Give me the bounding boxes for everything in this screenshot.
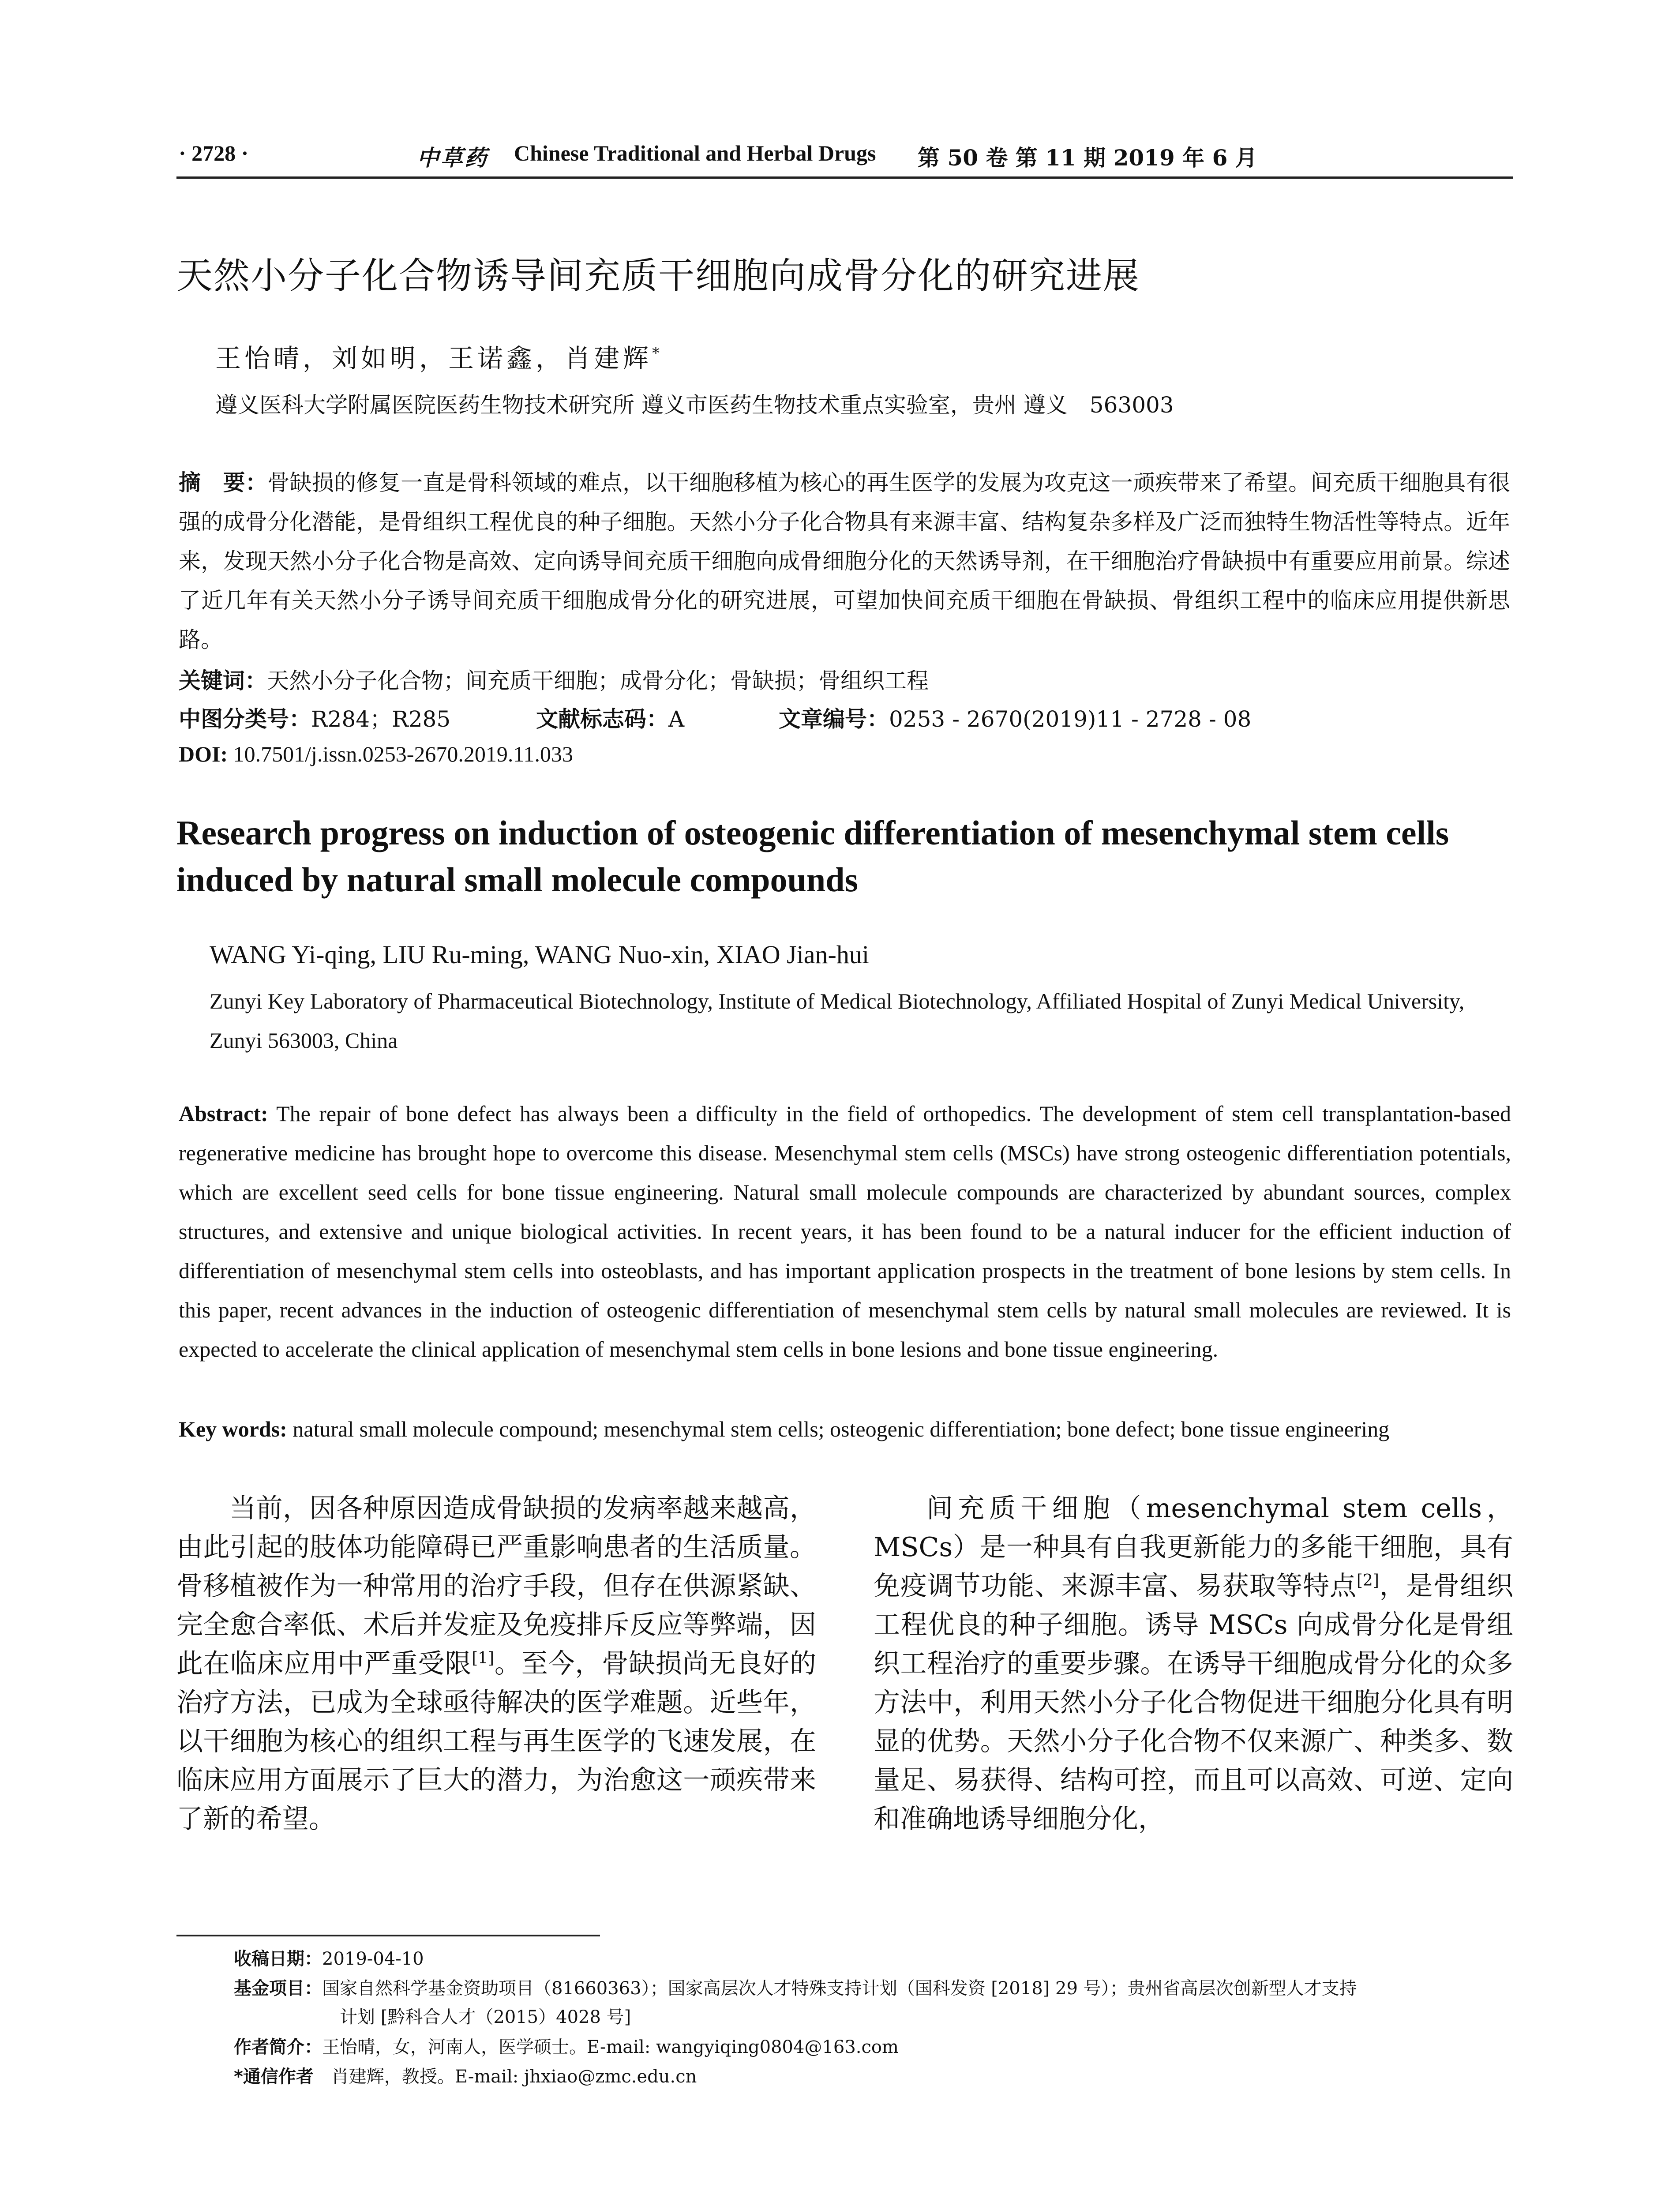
article-number — [779, 702, 1251, 733]
footnote-funding — [234, 1974, 1357, 2000]
abstract-en — [179, 1094, 1511, 1369]
classification-line — [179, 702, 1252, 733]
clc-number — [179, 706, 450, 732]
authors-cn — [215, 338, 660, 375]
article-title-cn: 天然小分子化合物诱导间充质干细胞向成骨分化的研究进展 — [176, 255, 1140, 297]
doc-value: A — [668, 706, 685, 732]
keywords-en-text: natural small molecule compound; mesenchymal stem cells; osteogenic differentiation; bone defect; bone tissue engineering — [287, 1417, 1390, 1441]
document-code — [536, 702, 684, 733]
funding-value: 国家自然科学基金资助项目（81660363）；国家高层次人才特殊支持计划（国科发资 [2018] 29 号）；贵州省高层次创新型人才支持 — [322, 1978, 1357, 1999]
body-text: ，是骨组织工程优良的种子细胞。诱导 MSCs 向成骨分化是骨组织工程治疗的重要步骤。在诱导干细胞成骨分化的众多方法中，利用天然小分子化合物促进干细胞分化具有明显的优势。天然小分子化合物不仅来源广、种类多、数量足、易获得、结构可控，而且可以高效、可逆、定向和准确地诱导细胞分化， — [874, 1571, 1514, 1835]
author-bio-value: 王怡晴，女，河南人，医学硕士。E-mail: wangyiqing0804@163.com — [322, 2037, 899, 2057]
body-text: 间充质干细胞（mesenchymal stem cells，MSCs）是一种具有自我更新能力的多能干细胞，具有免疫调节功能、来源丰富、易获取等特点 — [874, 1493, 1513, 1602]
doi-label: DOI: — [179, 742, 228, 766]
corresponding-value: 肖建辉，教授。E-mail: jhxiao@zmc.edu.cn — [313, 2067, 697, 2087]
doi-line — [179, 741, 573, 767]
keywords-cn-label: 关键词： — [179, 668, 267, 694]
received-value: 2019-04-10 — [322, 1949, 424, 1969]
citation-ref[interactable]: [1] — [472, 1649, 495, 1667]
author-bio-label: 作者简介： — [234, 2037, 322, 2057]
body-paragraph — [176, 1489, 816, 1838]
body-text: 。至今，骨缺损尚无良好的治疗方法，已成为全球亟待解决的医学难题。近些年，以干细胞为核心的组织工程与再生医学的飞速发展，在临床应用方面展示了巨大的潜力，为治愈这一顽疾带来了新的希望。 — [176, 1648, 817, 1835]
doc-label: 文献标志码： — [536, 706, 668, 732]
clc-label: 中图分类号： — [179, 706, 311, 732]
article-title-en: Research progress on induction of osteogenic differentiation of mesenchymal stem cells induced by natural small molecule compounds — [176, 814, 1449, 899]
abstract-cn-label: 摘 要： — [179, 470, 268, 495]
affiliation-cn: 遵义医科大学附属医院医药生物技术研究所 遵义市医药生物技术重点实验室，贵州 遵义 563003 — [215, 392, 1174, 418]
running-header — [179, 140, 1511, 176]
body-column-right — [874, 1489, 1513, 1838]
keywords-en-label: Key words: — [179, 1417, 287, 1441]
abstract-cn — [179, 463, 1510, 660]
body-column-left — [176, 1489, 816, 1838]
affiliation-en: Zunyi Key Laboratory of Pharmaceutical Biotechnology, Institute of Medical Biotechnology, Affiliated Hospital of Zunyi Medical University, Zunyi 563003, China — [210, 989, 1465, 1053]
body-paragraph — [874, 1489, 1513, 1838]
header-divider — [176, 176, 1513, 179]
abstract-en-label: Abstract: — [179, 1101, 268, 1126]
citation-ref[interactable]: [2] — [1356, 1572, 1379, 1590]
journal-name-cn: 中草药 — [417, 145, 488, 171]
abstract-cn-text: 骨缺损的修复一直是骨科领域的难点，以干细胞移植为核心的再生医学的发展为攻克这一顽疾带来了希望。间充质干细胞具有很强的成骨分化潜能，是骨组织工程优良的种子细胞。天然小分子化合物具有来源丰富、结构复杂多样及广泛而独特生物活性等特点。近年来，发现天然小分子化合物是高效、定向诱导间充质干细胞向成骨细胞分化的天然诱导剂，在干细胞治疗骨缺损中有重要应用前景。综述了近几年有关天然小分子诱导间充质干细胞成骨分化的研究进展，可望加快间充质干细胞在骨缺损、骨组织工程中的临床应用提供新思路。 — [179, 470, 1511, 653]
abstract-en-text: The repair of bone defect has always been a difficulty in the field of orthopedics. The development of stem cell transplantation-based regenerative medicine has brought hope to overcome this disease. Mesenchymal stem cells (MSCs) have strong osteogenic differentiation potentials, which are excellent seed cells for bone tissue engineering. Natural small molecule compounds are characterized by abundant sources, complex structures, and extensive and unique biological activities. In recent years, it has been found to be a natural inducer for the efficient induction of differentiation of mesenchymal stem cells into osteoblasts, and has important application prospects in the treatment of bone lesions by stem cells. In this paper, recent advances in the induction of osteogenic differentiation of mesenchymal stem cells by natural small molecules are reviewed. It is expected to accelerate the clinical application of mesenchymal stem cells in bone lesions and bone tissue engineering. — [179, 1101, 1511, 1362]
received-label: 收稿日期： — [234, 1949, 322, 1969]
journal-name-en: Chinese Traditional and Herbal Drugs — [514, 141, 876, 165]
doi-value[interactable]: 10.7501/j.issn.0253-2670.2019.11.033 — [228, 742, 573, 766]
funding-label: 基金项目： — [234, 1978, 322, 1999]
footnote-divider — [176, 1935, 600, 1936]
article-number-label: 文章编号： — [779, 706, 889, 732]
issue-info: 第 50 卷 第 11 期 2019 年 6 月 — [918, 145, 1257, 171]
footnote-received — [234, 1945, 424, 1970]
corresponding-mark: * — [652, 344, 660, 362]
article-number-value: 0253 - 2670(2019)11 - 2728 - 08 — [889, 706, 1252, 732]
clc-value: R284；R285 — [311, 706, 451, 732]
footnote-funding-cont: 计划 [黔科合人才（2015）4028 号] — [340, 2007, 631, 2027]
authors-cn-names: 王怡晴，刘如明，王诺鑫，肖建辉 — [215, 343, 652, 373]
keywords-cn-text: 天然小分子化合物；间充质干细胞；成骨分化；骨缺损；骨组织工程 — [267, 668, 929, 694]
page-number: · 2728 · — [179, 141, 249, 165]
keywords-en — [179, 1410, 1511, 1449]
footnote-author-bio — [234, 2033, 899, 2058]
authors-en: WANG Yi-qing, LIU Ru-ming, WANG Nuo-xin, XIAO Jian-hui — [210, 940, 869, 969]
footnote-corresponding — [234, 2063, 697, 2088]
keywords-cn — [179, 663, 929, 695]
body-text: 当前，因各种原因造成骨缺损的发病率越来越高，由此引起的肢体功能障碍已严重影响患者的生活质量。骨移植被作为一种常用的治疗手段，但存在供源紧缺、完全愈合率低、术后并发症及免疫排斥反应等弊端，因此在临床应用中严重受限 — [176, 1493, 816, 1679]
corresponding-label: *通信作者 — [234, 2067, 314, 2087]
